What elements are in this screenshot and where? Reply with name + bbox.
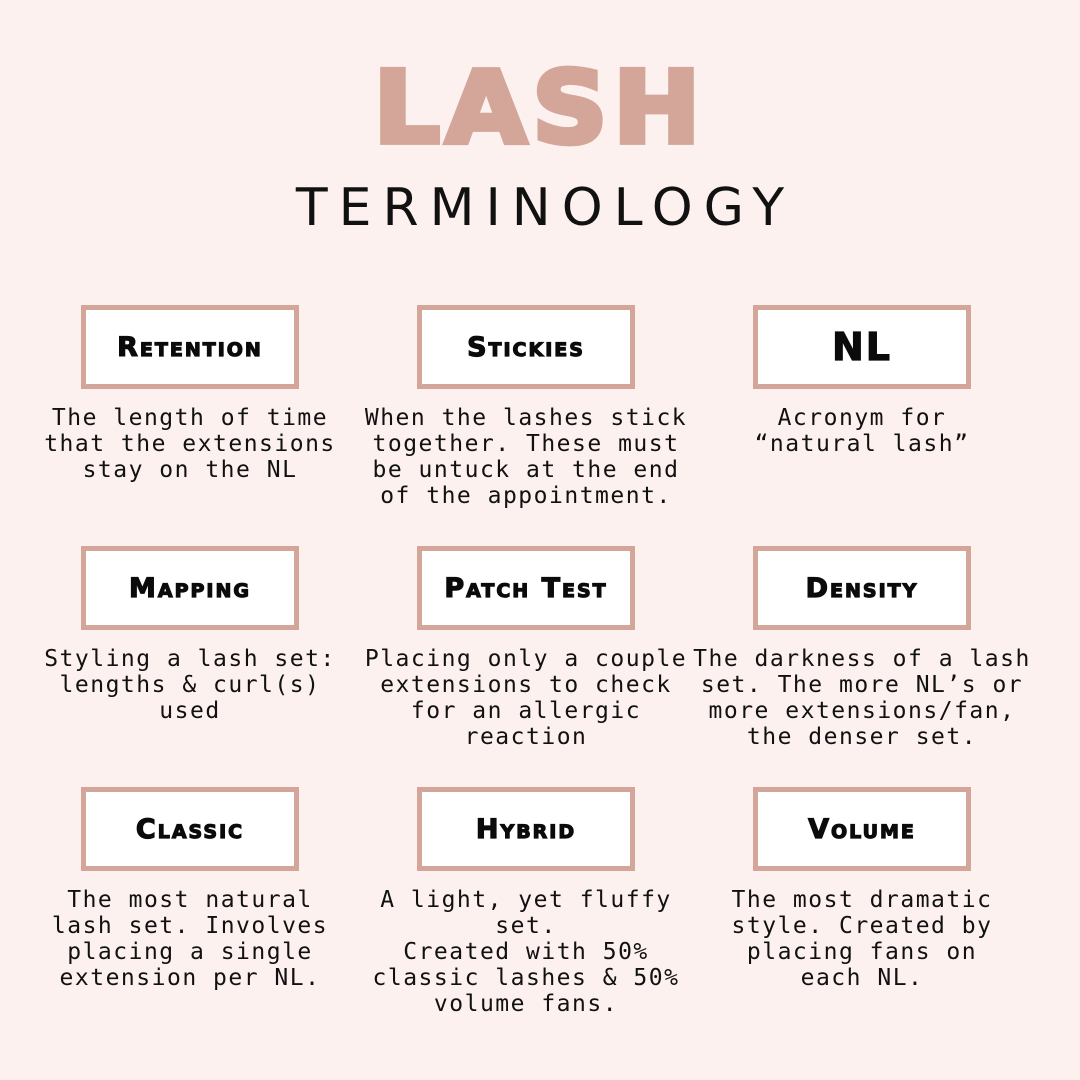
term-description: When the lashes stick together. These must be untuck at the end of the appointment. xyxy=(364,405,688,509)
term-label: Hybrid xyxy=(475,813,577,845)
term-label: Volume xyxy=(808,813,916,845)
term-description: The darkness of a lash set. The more NL’s or more extensions/fan, the denser set. xyxy=(693,646,1031,750)
term-label: Stickies xyxy=(467,331,585,363)
term-description: The length of time that the extensions stay on the NL xyxy=(44,405,336,483)
term-label: Retention xyxy=(117,331,263,363)
term-label-box xyxy=(753,546,971,630)
term-label: NL xyxy=(831,325,893,369)
term-description: Acronym for “natural lash” xyxy=(754,405,970,457)
page-subtitle: TERMINOLOGY xyxy=(295,178,796,238)
term-description: Placing only a couple extensions to check for an allergic reaction xyxy=(364,646,688,750)
term-label-box xyxy=(753,305,971,389)
term-description: The most dramatic style. Created by placing fans on each NL. xyxy=(731,887,993,991)
term-label-box xyxy=(753,787,971,871)
term-label-box xyxy=(417,305,635,389)
term-label: Mapping xyxy=(129,572,251,604)
term-label: Patch Test xyxy=(444,572,608,604)
term-description: Styling a lash set: lengths & curl(s) used xyxy=(44,646,336,724)
page-title: LASH xyxy=(373,50,707,166)
term-label: Density xyxy=(805,572,919,604)
term-description: The most natural lash set. Involves placing a single extension per NL. xyxy=(51,887,329,991)
term-label-box xyxy=(417,787,635,871)
term-label-box xyxy=(81,787,299,871)
term-label: Classic xyxy=(135,813,245,845)
term-label-box xyxy=(417,546,635,630)
term-label-box xyxy=(81,546,299,630)
term-label-box xyxy=(81,305,299,389)
term-description: A light, yet fluffy set. Created with 50% classic lashes & 50% volume fans. xyxy=(372,887,680,1017)
